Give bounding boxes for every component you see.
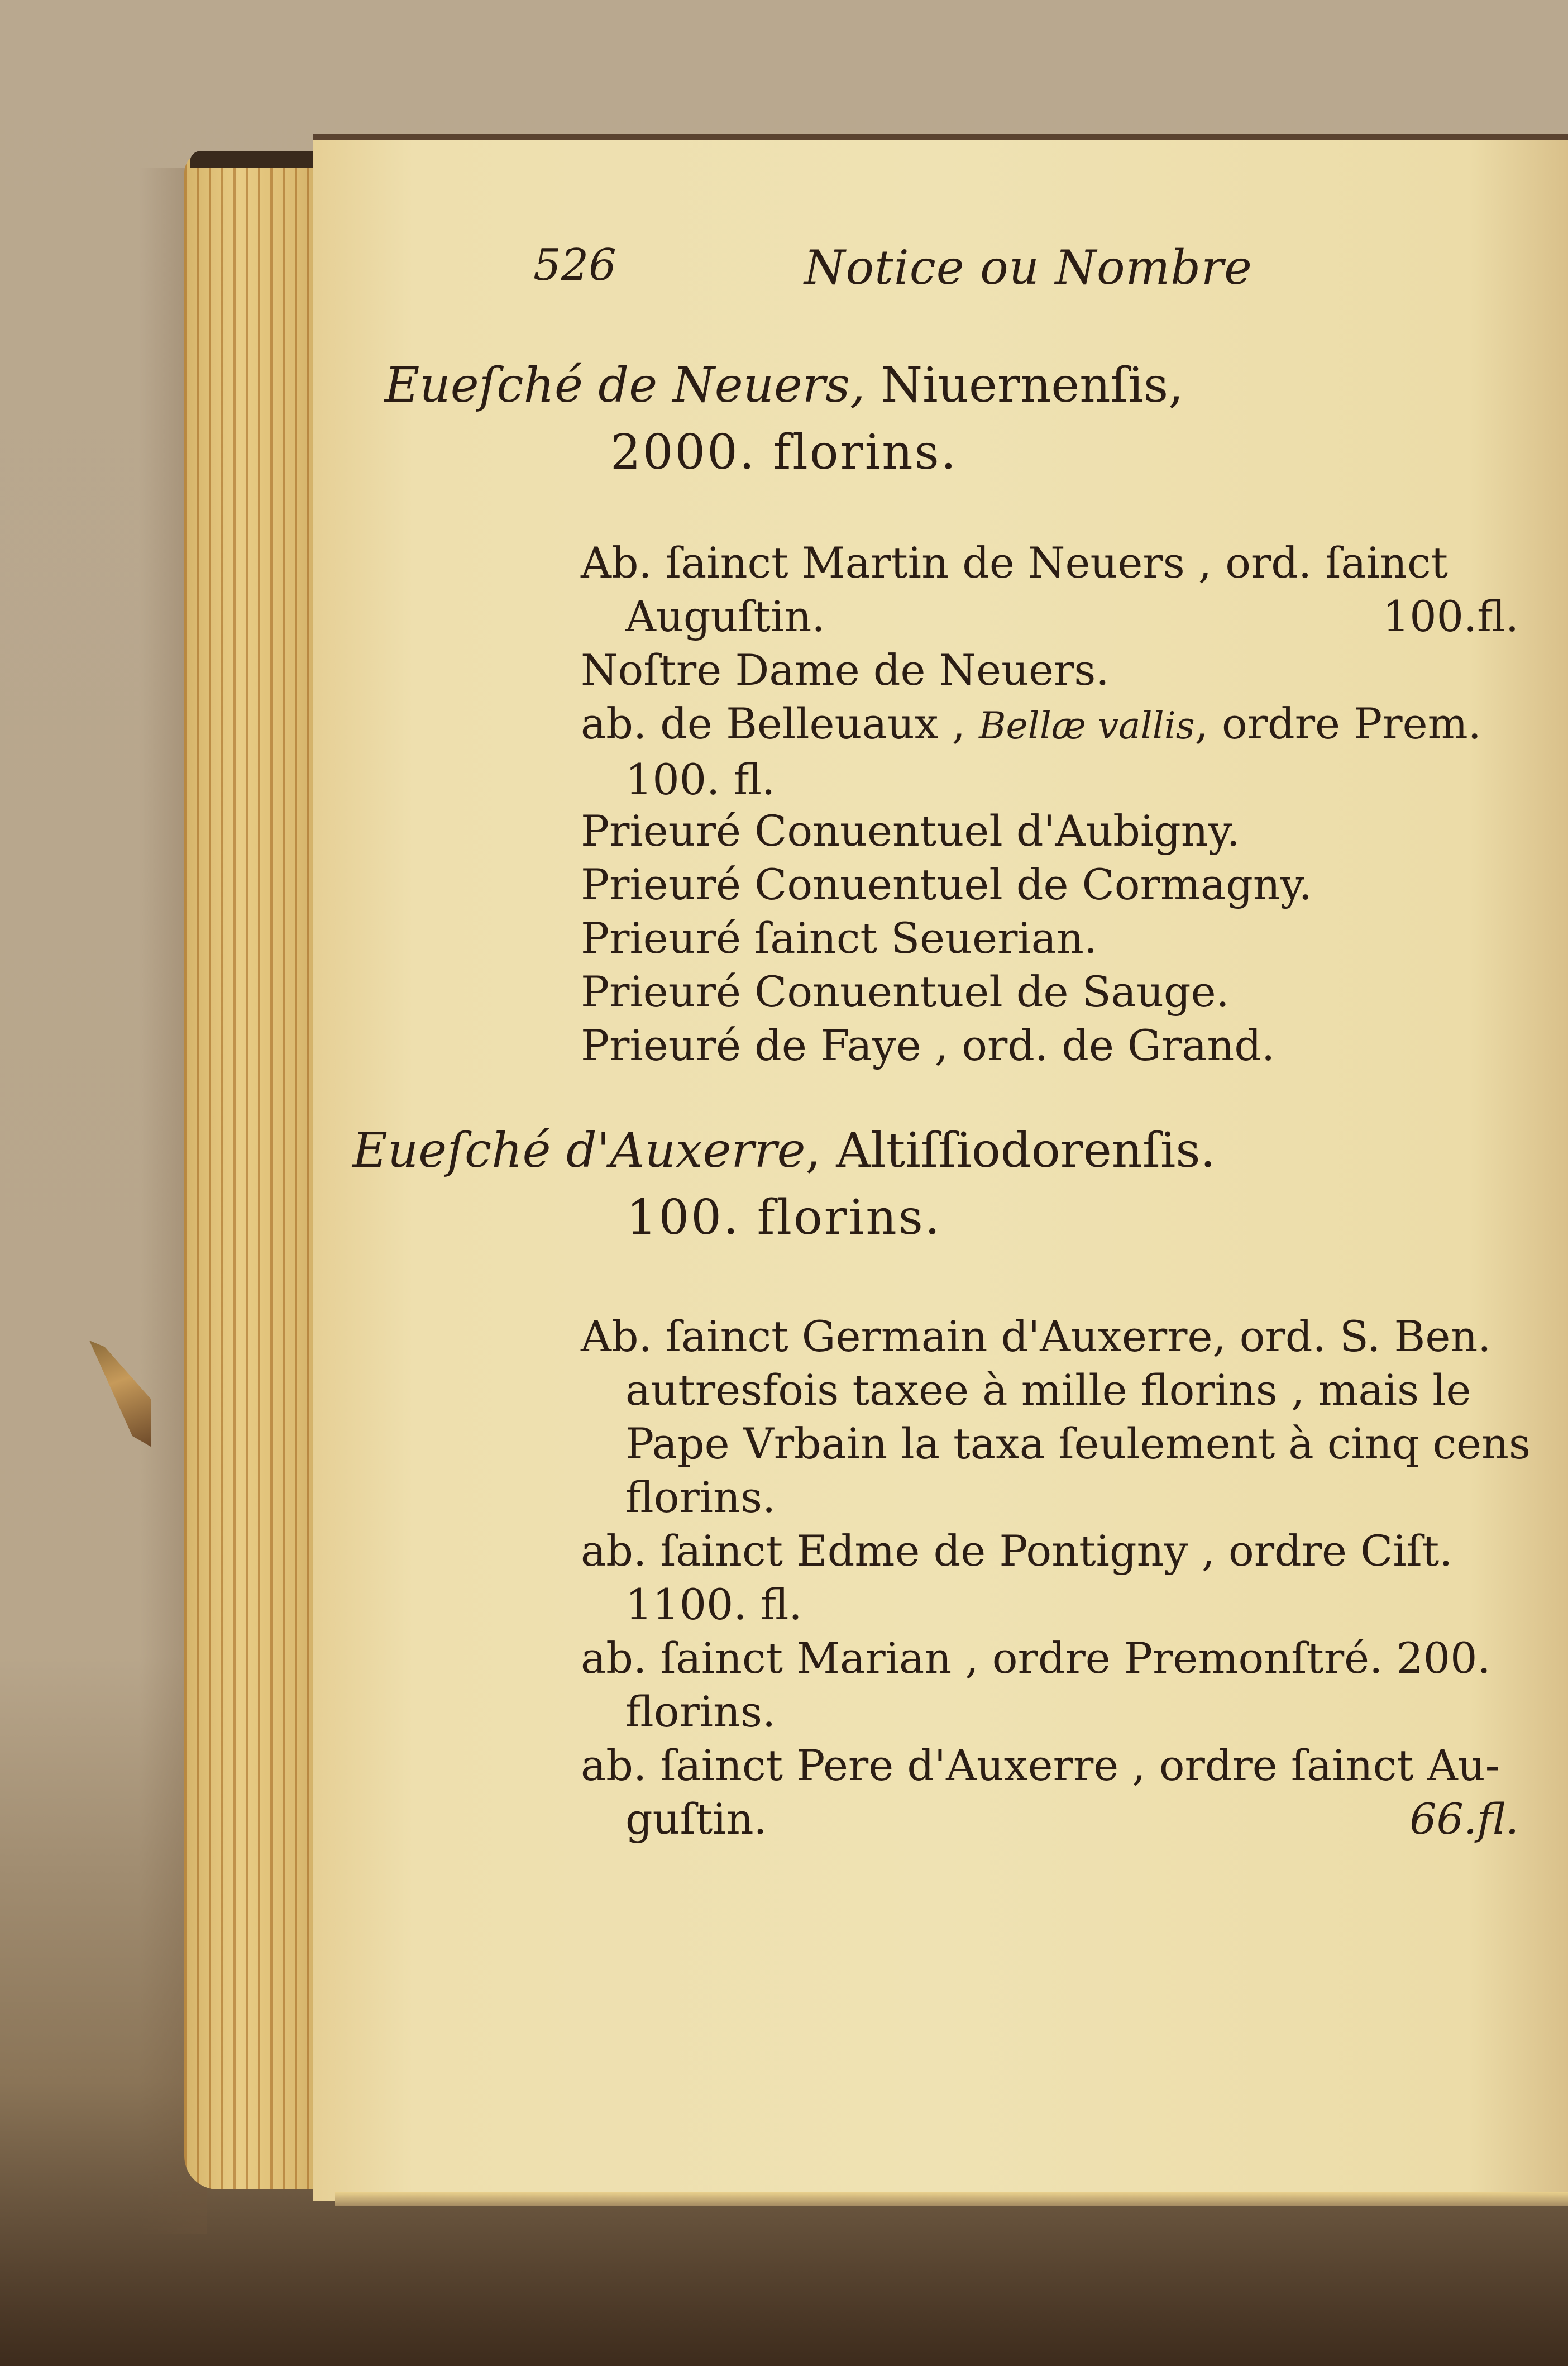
page-number: 526 bbox=[533, 240, 616, 290]
list-item bbox=[581, 965, 1519, 1019]
section-heading-auxerre bbox=[0, 1123, 1568, 1179]
entry-line: Prieuré Conuentuel de Sauge. bbox=[581, 967, 1230, 1017]
entry-line: ab. ſainct Edme de Pontigny , ordre Ciſt. bbox=[581, 1526, 1453, 1576]
entry-text: , ordre Prem. bbox=[1194, 699, 1481, 748]
entry-line: Ab. ſainct Germain d'Auxerre, ord. S. Ben. bbox=[581, 1311, 1491, 1361]
entry-line: Prieuré ſainct Seuerian. bbox=[581, 913, 1098, 963]
list-item bbox=[581, 643, 1519, 697]
entry-line: autresfois taxee à mille florins , mais le bbox=[625, 1365, 1471, 1415]
entry-text: ab. de Belleuaux , bbox=[581, 699, 979, 748]
section-heading-italic: Eueſché de Neuers, bbox=[384, 357, 866, 413]
list-item bbox=[581, 912, 1519, 965]
running-title: Notice ou Nombre bbox=[804, 240, 1253, 295]
entry-line: Prieuré de Faye , ord. de Grand. bbox=[581, 1020, 1275, 1070]
page-bottom-edge bbox=[335, 2192, 1568, 2206]
list-item bbox=[581, 1310, 1531, 1524]
entry-line: Ab. ſainct Martin de Neuers , ord. ſainct bbox=[581, 538, 1449, 588]
list-item bbox=[581, 1632, 1519, 1739]
entry-line: Noſtre Dame de Neuers. bbox=[581, 645, 1110, 695]
entry-value: 100. fl. bbox=[625, 755, 776, 804]
entry-line: guſtin. bbox=[625, 1794, 767, 1844]
list-item bbox=[581, 1019, 1519, 1072]
section-heading-italic: Eueſché d'Auxerre bbox=[352, 1123, 806, 1179]
entry-line: ab. ſainct Marian , ordre Premonſtré. 200. bbox=[581, 1633, 1491, 1683]
section-amount: 2000. florins. bbox=[610, 424, 958, 480]
section-heading-latin: Niuernenſis, bbox=[865, 357, 1184, 413]
section-amount: 100. florins. bbox=[626, 1190, 942, 1246]
entry-line: Prieuré Conuentuel de Cormagny. bbox=[581, 860, 1312, 909]
entry-line: Pape Vrbain la taxa ſeulement à cinq cens bbox=[625, 1419, 1531, 1468]
list-item bbox=[581, 858, 1519, 912]
list-item bbox=[581, 536, 1519, 643]
list-item bbox=[581, 1739, 1519, 1846]
section-heading-neuers bbox=[0, 357, 1568, 413]
page-header bbox=[0, 240, 1568, 307]
entry-value: 100.fl. bbox=[1382, 592, 1519, 641]
section-heading-latin: , Altiſſiodorenſis. bbox=[805, 1123, 1216, 1179]
list-item bbox=[581, 697, 1519, 807]
entry-value: 66.fl. bbox=[1409, 1794, 1519, 1844]
book-edge-cap bbox=[190, 151, 324, 168]
entry-line: florins. bbox=[625, 1687, 776, 1737]
entry-line: florins. bbox=[625, 1472, 776, 1522]
list-item bbox=[581, 1524, 1519, 1632]
entry-line: ab. ſainct Pere d'Auxerre , ordre ſainct Au- bbox=[581, 1740, 1500, 1790]
entry-line: Prieuré Conuentuel d'Aubigny. bbox=[581, 806, 1240, 856]
entry-latin-name: Bellæ vallis bbox=[979, 704, 1195, 747]
entry-line: 1100. fl. bbox=[625, 1580, 802, 1629]
entry-line: Auguſtin. bbox=[625, 592, 825, 641]
list-item bbox=[581, 804, 1519, 858]
